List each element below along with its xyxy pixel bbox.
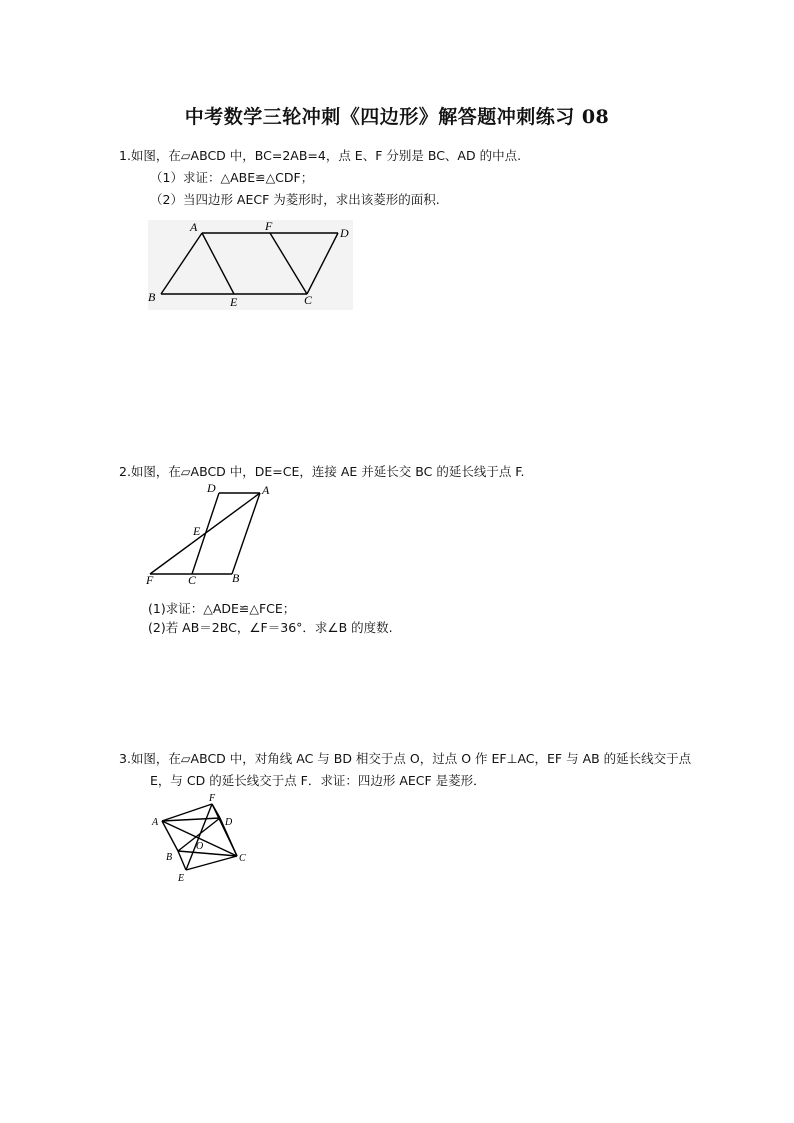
q1-part2: （2）当四边形 AECF 为菱形时，求出该菱形的面积.	[150, 192, 440, 207]
q2-label-e: E	[193, 524, 201, 538]
q2-segment-af	[150, 493, 260, 574]
q3-label-f: F	[209, 793, 216, 804]
q1-part1: （1）求证：△ABE≌△CDF；	[150, 170, 314, 185]
q3-label-c: C	[239, 853, 246, 864]
q2-label-a: A	[262, 483, 270, 497]
q1-label-f: F	[265, 219, 273, 233]
q2-label-d: D	[207, 481, 216, 495]
q2-side-ab	[232, 493, 260, 574]
q1-figure	[140, 215, 370, 315]
q2-part1: (1)求证：△ADE≌△FCE；	[148, 601, 296, 616]
q1-stem: 1.如图，在▱ABCD 中，BC=2AB=4，点 E、F 分别是 BC、AD 的中点.	[119, 148, 522, 163]
q3-label-b: B	[166, 852, 173, 863]
q1-label-b: B	[148, 290, 156, 304]
q2-label-f: F	[146, 573, 154, 587]
q3-label-o: O	[196, 841, 204, 852]
q3-label-e: E	[178, 873, 185, 884]
q3-segment-ef	[186, 804, 212, 870]
q1-label-c: C	[304, 293, 313, 307]
q3-side-ce	[186, 856, 237, 870]
q3-extension-be	[178, 851, 186, 870]
q3-label-d: D	[225, 817, 233, 828]
q2-part2: (2)若 AB＝2BC，∠F＝36°．求∠B 的度数.	[148, 620, 393, 635]
q1-label-d: D	[340, 226, 349, 240]
q1-label-e: E	[230, 295, 238, 309]
q2-stem: 2.如图，在▱ABCD 中，DE=CE，连接 AE 并延长交 BC 的延长线于点 F.	[119, 464, 525, 479]
q2-label-b: B	[232, 571, 240, 585]
q3-label-a: A	[152, 817, 159, 828]
q2-label-c: C	[188, 573, 197, 587]
q3-stem-line2: E，与 CD 的延长线交于点 F．求证：四边形 AECF 是菱形．	[150, 773, 486, 788]
q3-side-fc	[212, 804, 237, 856]
q2-figure	[140, 480, 280, 590]
page-title: 中考数学三轮冲刺《四边形》解答题冲刺练习 08	[184, 106, 610, 128]
q3-stem-line1: 3.如图，在▱ABCD 中，对角线 AC 与 BD 相交于点 O，过点 O 作 EF⊥AC，EF 与 AB 的延长线交于点	[119, 751, 692, 766]
q3-figure	[145, 790, 260, 890]
q1-label-a: A	[190, 220, 198, 234]
